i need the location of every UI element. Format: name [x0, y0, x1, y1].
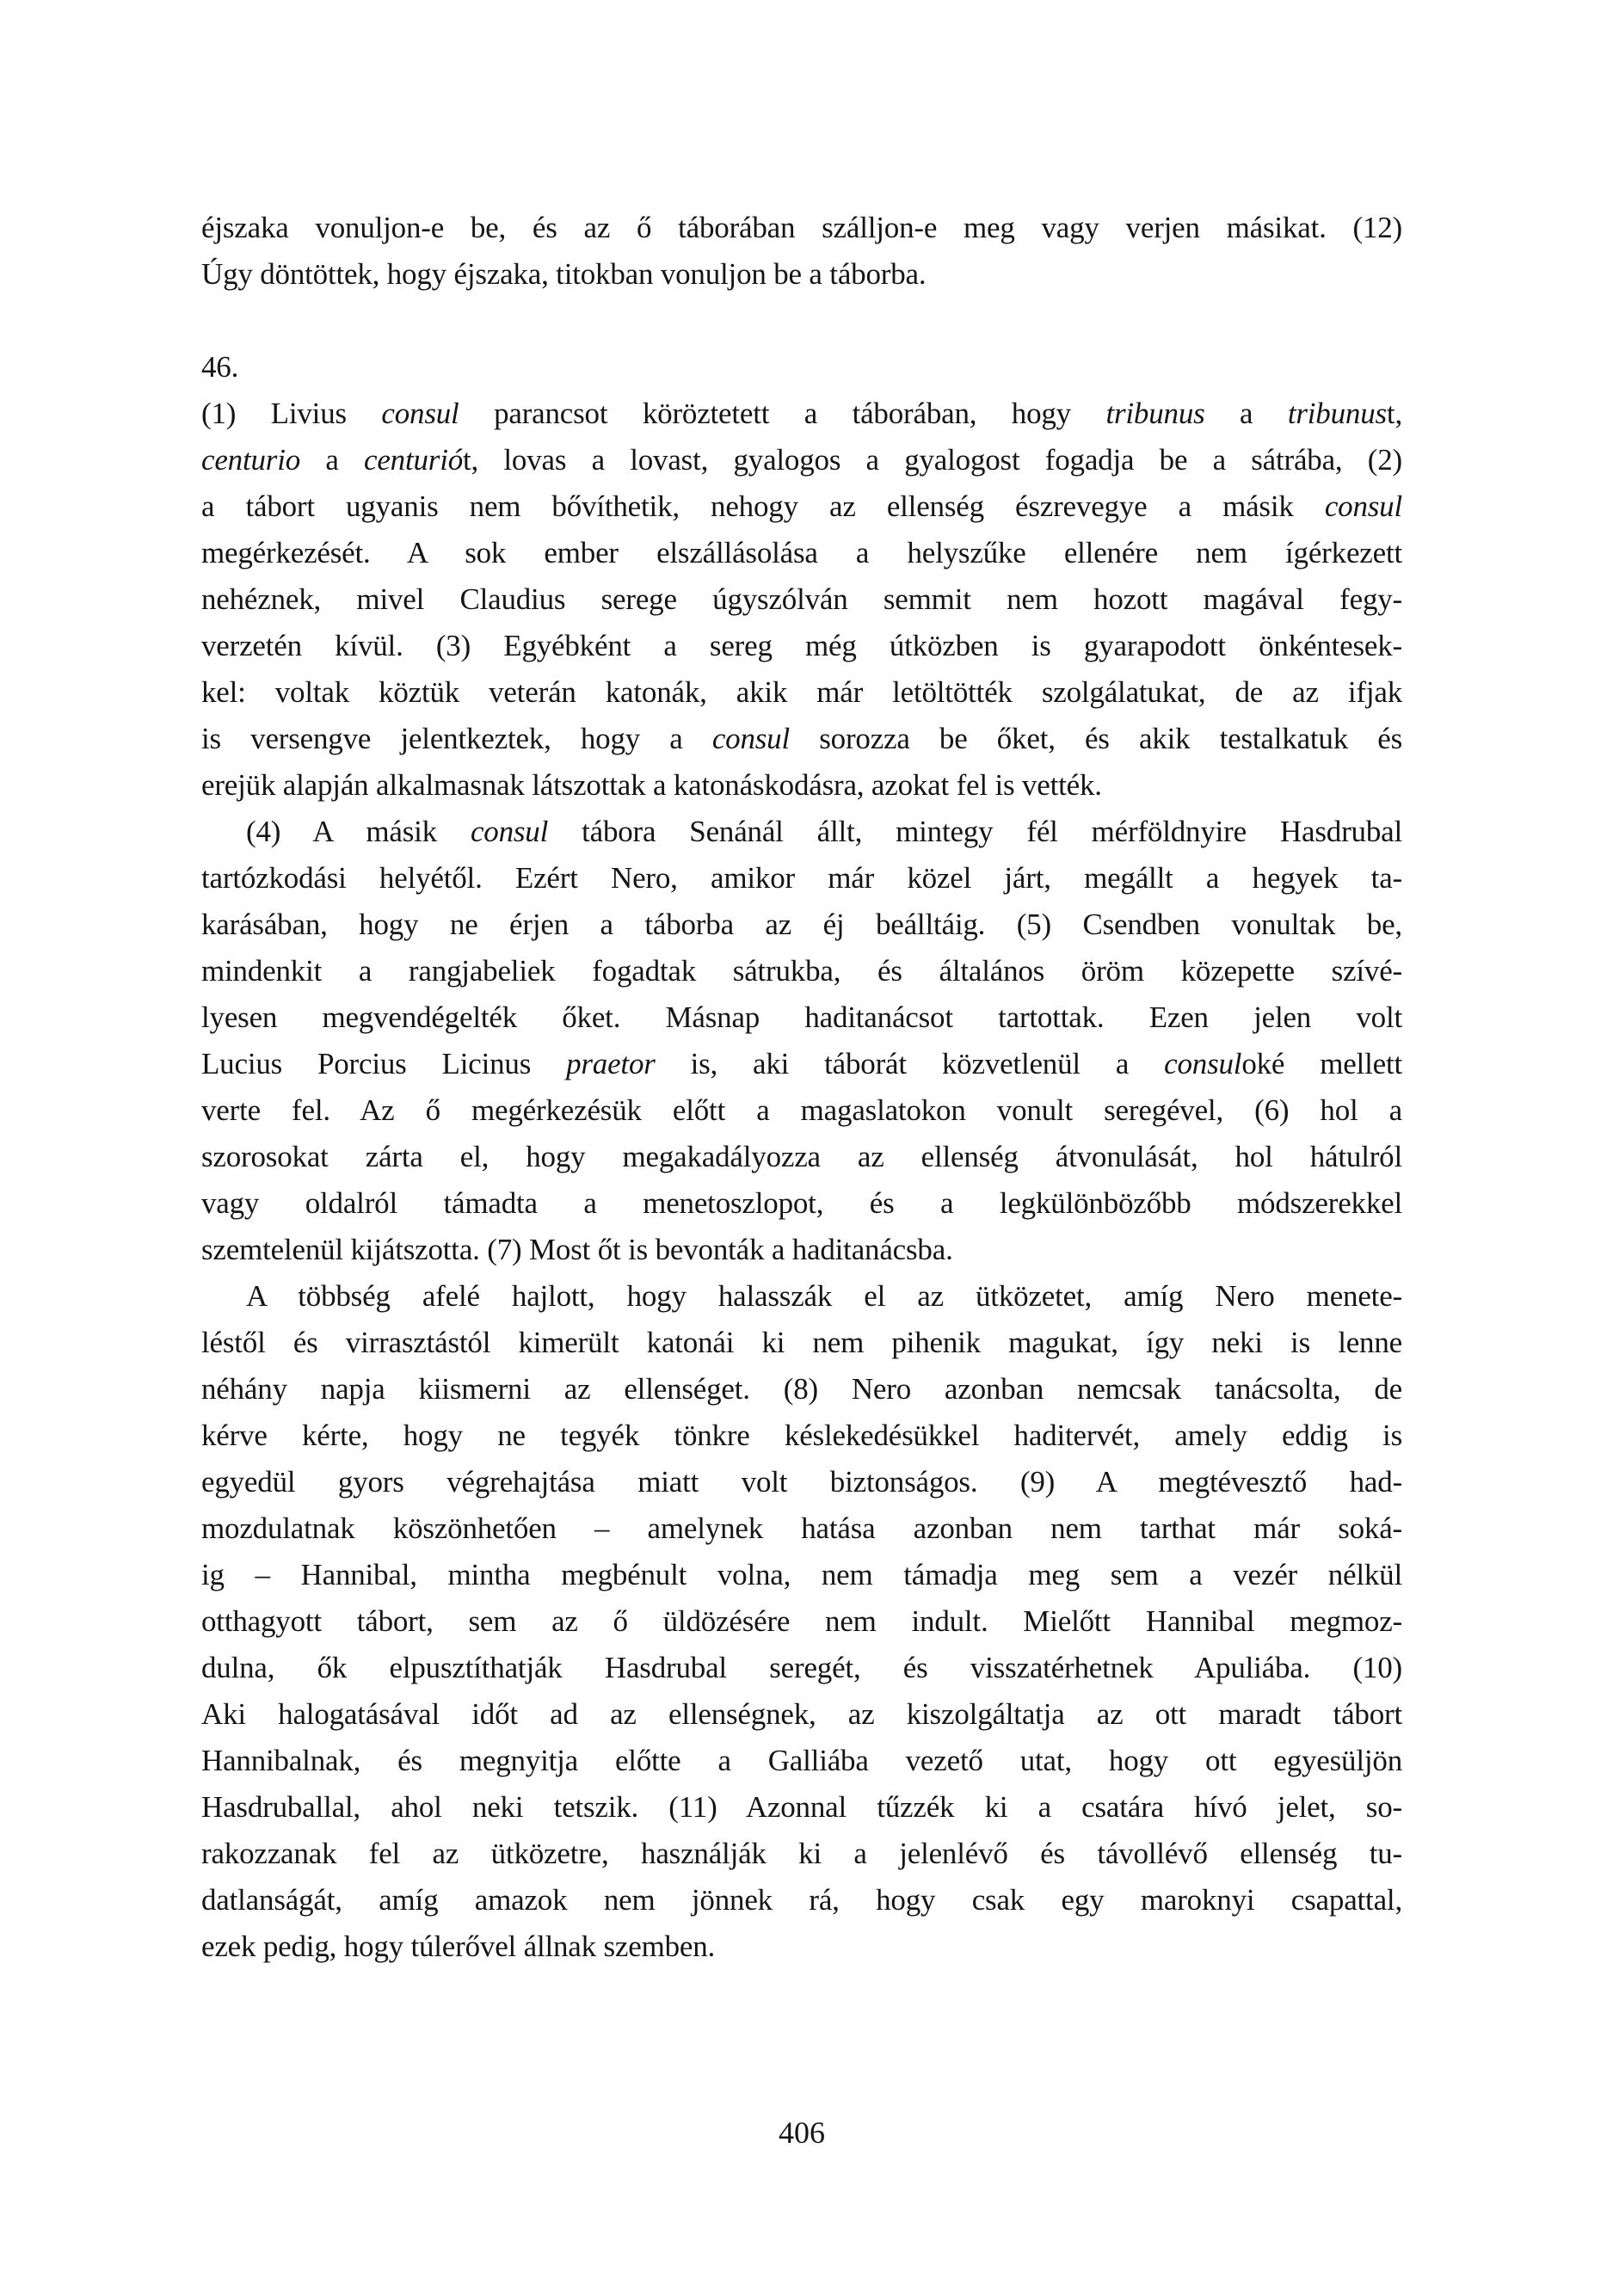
text-line: [201, 1180, 1402, 1227]
text-run: dulna, ők elpusztíthatják Hasdrubal seregét, és visszatérhetnek Apuliába. (10): [201, 1651, 1402, 1684]
text-line: [201, 251, 1402, 298]
text-run: parancsot köröztetett a táborában, hogy: [459, 397, 1106, 430]
text-line: [201, 1924, 1402, 1970]
text-line: [201, 483, 1402, 530]
text-line: [201, 1134, 1402, 1180]
text-line: [201, 762, 1402, 809]
text-line: [201, 1505, 1402, 1552]
text-run: mindenkit a rangjabeliek fogadtak sátrukba, és általános öröm közepette szívé-: [201, 954, 1402, 988]
latin-term: consul: [381, 397, 459, 430]
text-run: datlanságát, amíg amazok nem jönnek rá, hogy csak egy maroknyi csapattal,: [201, 1883, 1402, 1917]
text-run: megérkezését. A sok ember elszállásolása a helyszűke ellenére nem ígérkezett: [201, 536, 1402, 569]
text-line: [201, 1645, 1402, 1691]
text-run: Úgy döntöttek, hogy éjszaka, titokban vonuljon be a táborba.: [201, 257, 927, 291]
text-run: tábora Senánál állt, mintegy fél mérföldnyire Hasdrubal: [548, 815, 1402, 848]
text-line: [201, 1691, 1402, 1738]
latin-term: tribunus: [1287, 397, 1387, 430]
text-line: [201, 716, 1402, 762]
text-run: Lucius Porcius Licinus: [201, 1047, 567, 1080]
text-line: [201, 1413, 1402, 1459]
text-line: [201, 1320, 1402, 1366]
text-run: nehéznek, mivel Claudius serege úgyszólván semmit nem hozott magával fegy-: [201, 582, 1402, 616]
text-line: [201, 1087, 1402, 1134]
text-run: oké mellett: [1241, 1047, 1402, 1080]
text-run: A többség afelé hajlott, hogy halasszák el az ütközetet, amíg Nero menete-: [246, 1279, 1402, 1313]
section-heading: [201, 344, 1402, 391]
latin-term: consul: [470, 815, 549, 848]
latin-term: centurio: [201, 443, 301, 477]
latin-term: consul: [1164, 1047, 1242, 1080]
text-line: [201, 391, 1402, 437]
text-run: t, lovas a lovast, gyalogos a gyalogost fogadja be a sátrába, (2): [463, 443, 1402, 477]
text-line: [201, 576, 1402, 623]
text-line: [201, 1227, 1402, 1273]
text-run: kérve kérte, hogy ne tegyék tönkre késlekedésükkel haditervét, amely eddig is: [201, 1419, 1402, 1452]
text-line: [201, 809, 1402, 855]
paragraph-1: [201, 391, 1402, 809]
latin-term: consul: [711, 722, 791, 755]
text-run: t,: [1386, 397, 1402, 430]
text-line: [201, 902, 1402, 948]
text-run: ig – Hannibal, mintha megbénult volna, nem támadja meg sem a vezér nélkül: [201, 1558, 1402, 1591]
text-run: (4) A másik: [246, 815, 471, 848]
text-line: [201, 1831, 1402, 1877]
page-number: 406: [779, 2115, 825, 2150]
text-block: [201, 205, 1402, 1970]
text-run: (1) Livius: [201, 397, 382, 430]
text-run: Hasdruballal, ahol neki tetszik. (11) Azonnal tűzzék ki a csatára hívó jelet, so-: [201, 1790, 1402, 1824]
text-line: [201, 1273, 1402, 1320]
text-line: [201, 623, 1402, 669]
text-run: lyesen megvendégelték őket. Másnap haditanácsot tartottak. Ezen jelen volt: [201, 1000, 1402, 1034]
latin-term: consul: [1324, 489, 1402, 523]
text-run: karásában, hogy ne érjen a táborba az éj beálltáig. (5) Csendben vonultak be,: [201, 908, 1402, 941]
text-line: [201, 1552, 1402, 1598]
text-run: szemtelenül kijátszotta. (7) Most őt is bevonták a haditanácsba.: [201, 1233, 953, 1266]
text-run: a: [1204, 397, 1288, 430]
latin-term: tribunus: [1105, 397, 1205, 430]
text-run: éjszaka vonuljon-e be, és az ő táborában szálljon-e meg vagy verjen másikat. (12): [201, 211, 1402, 244]
text-run: otthagyott tábort, sem az ő üldözésére nem indult. Mielőtt Hannibal megmoz-: [201, 1604, 1402, 1638]
text-line: [201, 530, 1402, 576]
text-run: kel: voltak köztük veterán katonák, akik már letöltötték szolgálatukat, de az ifjak: [201, 675, 1402, 709]
text-line: [201, 1459, 1402, 1505]
text-run: vagy oldalról támadta a menetoszlopot, és a legkülönbözőbb módszerekkel: [201, 1186, 1402, 1220]
paragraph-3: [201, 1273, 1402, 1970]
text-run: rakozzanak fel az ütközetre, használják ki a jelenlévő és távollévő ellenség tu-: [201, 1837, 1402, 1870]
text-line: [201, 1041, 1402, 1087]
text-line: [201, 855, 1402, 902]
text-line: [201, 1366, 1402, 1413]
text-line: [201, 994, 1402, 1041]
text-line: [201, 948, 1402, 994]
text-line: [201, 1784, 1402, 1831]
continuation-paragraph: [201, 205, 1402, 298]
text-run: tartózkodási helyétől. Ezért Nero, amikor már közel járt, megállt a hegyek ta-: [201, 861, 1402, 895]
text-run: mozdulatnak köszönhetően – amelynek hatása azonban nem tarthat már soká-: [201, 1511, 1402, 1545]
text-line: [201, 669, 1402, 716]
text-run: egyedül gyors végrehajtása miatt volt biztonságos. (9) A megtévesztő had-: [201, 1465, 1402, 1499]
text-run: ezek pedig, hogy túlerővel állnak szemben.: [201, 1930, 716, 1963]
text-run: is, aki táborát közvetlenül a: [655, 1047, 1165, 1080]
text-run: a: [300, 443, 364, 477]
latin-term: praetor: [566, 1047, 656, 1080]
latin-term: centurió: [363, 443, 464, 477]
text-run: Hannibalnak, és megnyitja előtte a Galliába vezető utat, hogy ott egyesüljön: [201, 1744, 1402, 1777]
text-line: [201, 1877, 1402, 1924]
text-run: verzetén kívül. (3) Egyébként a sereg még útközben is gyarapodott önkéntesek-: [201, 629, 1402, 662]
text-run: 46.: [201, 350, 239, 384]
text-run: erejük alapján alkalmasnak látszottak a katonáskodásra, azokat fel is vették.: [201, 768, 1102, 802]
text-line: [201, 344, 1402, 391]
text-line: [201, 205, 1402, 251]
text-run: verte fel. Az ő megérkezésük előtt a magaslatokon vonult seregével, (6) hol a: [201, 1093, 1402, 1127]
text-run: léstől és virrasztástól kimerült katonái ki nem pihenik magukat, így neki is lenne: [201, 1326, 1402, 1359]
text-line: [201, 437, 1402, 483]
text-line: [201, 1598, 1402, 1645]
text-run: szorosokat zárta el, hogy megakadályozza az ellenség átvonulását, hol hátulról: [201, 1140, 1402, 1173]
text-line: [201, 1738, 1402, 1784]
text-run: is versengve jelentkeztek, hogy a: [201, 722, 712, 755]
text-run: Aki halogatásával időt ad az ellenségnek, az kiszolgáltatja az ott maradt tábort: [201, 1697, 1402, 1731]
text-run: sorozza be őket, és akik testalkatuk és: [790, 722, 1402, 755]
text-run: néhány napja kiismerni az ellenséget. (8) Nero azonban nemcsak tanácsolta, de: [201, 1372, 1402, 1406]
text-run: a tábort ugyanis nem bővíthetik, nehogy az ellenség észrevegye a másik: [201, 489, 1325, 523]
paragraph-2: [201, 809, 1402, 1273]
